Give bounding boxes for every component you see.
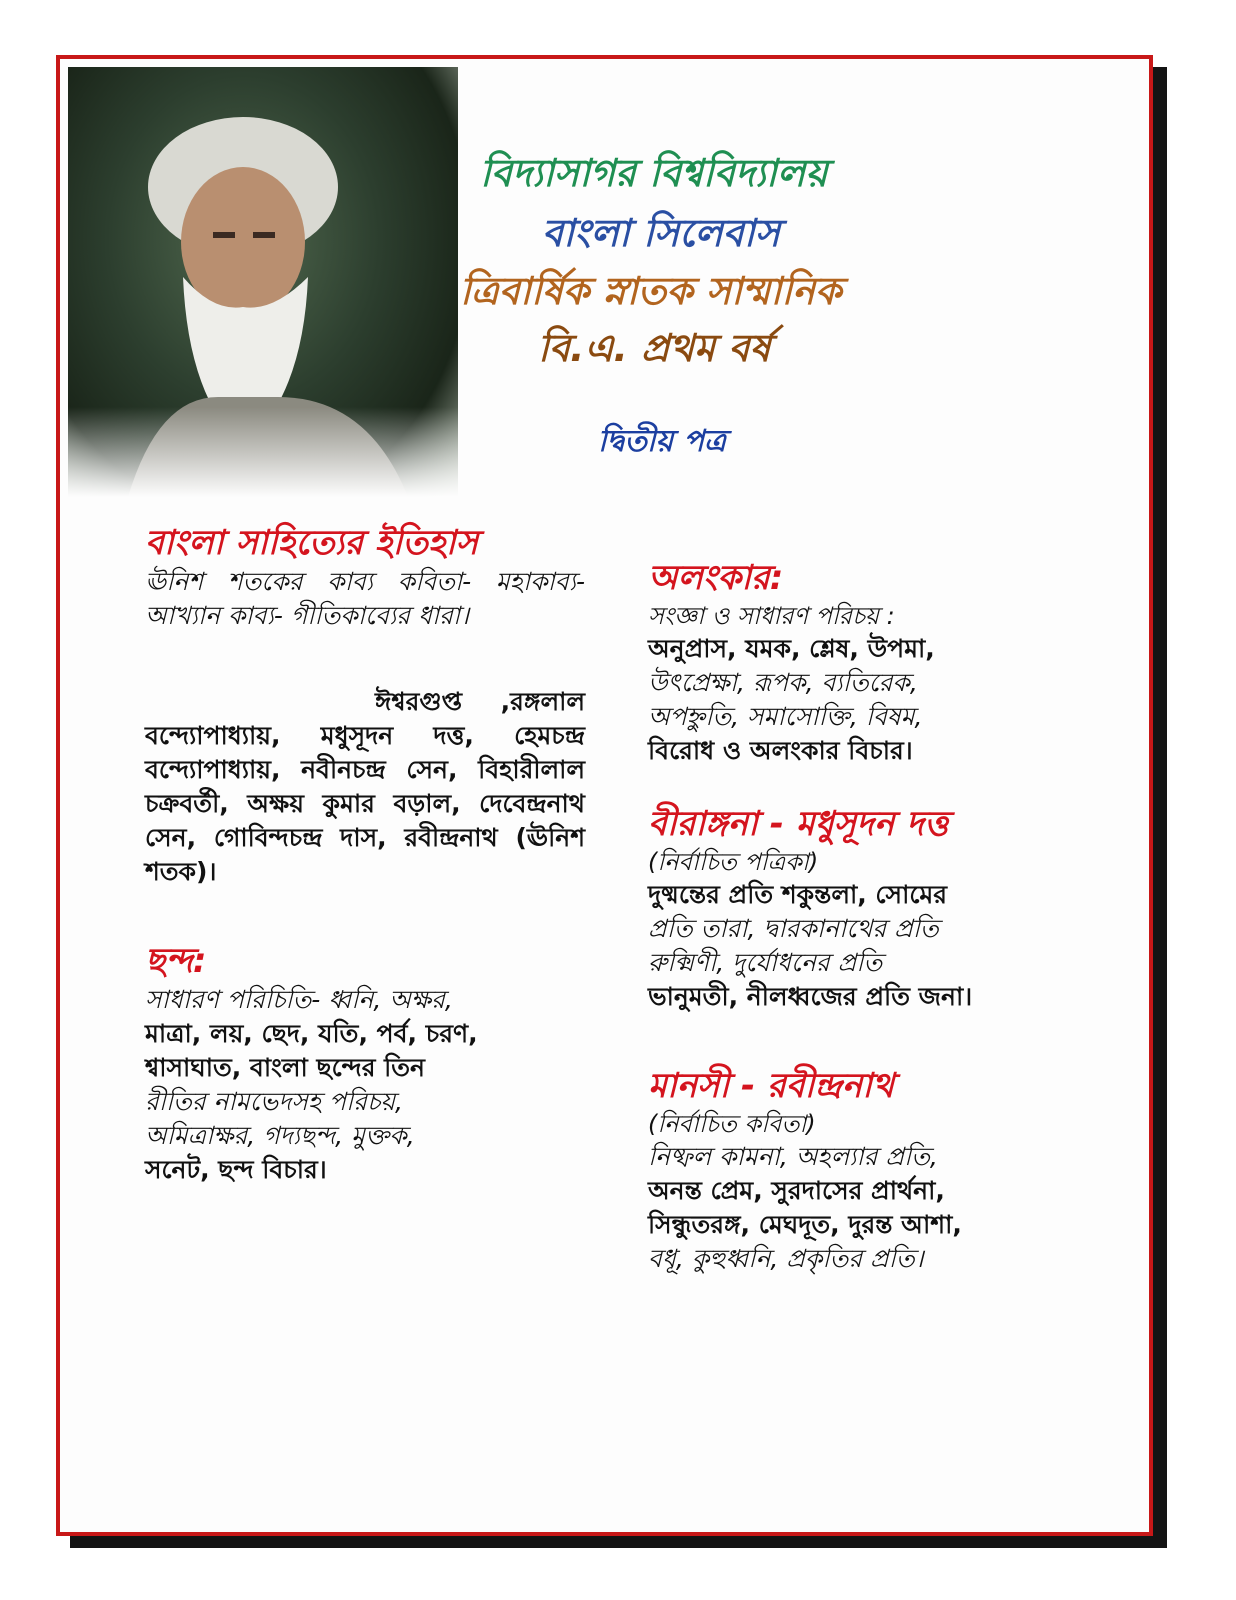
- page-frame: [56, 55, 1153, 1536]
- birangana-line: দুষ্মন্তের প্রতি শকুন্তলা, সোমের: [648, 880, 948, 909]
- alankar-line: অনুপ্রাস, যমক, শ্লেষ, উপমা,: [648, 634, 935, 663]
- manasi-line: নিষ্ফল কামনা, অহল্যার প্রতি,: [648, 1142, 938, 1171]
- syllabus-title: বাংলা সিলেবাস: [542, 211, 780, 255]
- history-heading: বাংলা সাহিত্যের ইতিহাস: [145, 523, 479, 563]
- alankar-line: অপহ্নুতি, সমাসোক্তি, বিষম,: [648, 702, 923, 731]
- alankar-line: বিরোধ ও অলংকার বিচার।: [648, 736, 913, 765]
- birangana-heading: বীরাঙ্গনা - মধুসূদন দত্ত: [648, 804, 949, 844]
- history-intro: ঊনিশ শতকের কাব্য কবিতা- মহাকাব্য- আখ্যান কাব্য- গীতিকাব্যের ধারা।: [145, 567, 585, 630]
- birangana-line: রুক্মিণী, দুর্যোধনের প্রতি: [648, 948, 883, 977]
- paper-title: দ্বিতীয় পত্র: [598, 424, 727, 459]
- birangana-sub: (নির্বাচিত পত্রিকা): [648, 848, 819, 876]
- alankar-heading: অলংকার:: [648, 558, 784, 598]
- year-title: বি.এ. প্রথম বর্ষ: [538, 326, 771, 370]
- chhanda-line: সনেট, ছন্দ বিচার।: [145, 1155, 327, 1184]
- course-title: ত্রিবার্ষিক স্নাতক সাম্মানিক: [460, 269, 842, 313]
- birangana-line: ভানুমতী, নীলধ্বজের প্রতি জনা।: [648, 982, 973, 1011]
- university-title: বিদ্যাসাগর বিশ্ববিদ্যালয়: [480, 151, 828, 195]
- birangana-line: প্রতি তারা, দ্বারকানাথের প্রতি: [648, 914, 939, 943]
- left-column: [145, 521, 585, 1187]
- chhanda-line: অমিত্রাক্ষর, গদ্যছন্দ, মুক্তক,: [145, 1121, 415, 1150]
- right-column: [648, 556, 1078, 1276]
- chhanda-line: রীতির নামভেদসহ পরিচয়,: [145, 1087, 404, 1116]
- portrait-photo: [68, 67, 458, 497]
- manasi-sub: (নির্বাচিত কবিতা): [648, 1110, 816, 1138]
- alankar-sub: সংজ্ঞা ও সাধারণ পরিচয় :: [648, 602, 895, 630]
- manasi-line: অনন্ত প্রেম, সুরদাসের প্রার্থনা,: [648, 1176, 945, 1205]
- chhanda-line: মাত্রা, লয়, ছেদ, যতি, পর্ব, চরণ,: [145, 1019, 478, 1048]
- manasi-heading: মানসী - রবীন্দ্রনাথ: [648, 1066, 895, 1106]
- chhanda-line: সাধারণ পরিচিতি- ধ্বনি, অক্ষর,: [145, 985, 453, 1014]
- manasi-line: বধূ, কুহুধ্বনি, প্রকৃতির প্রতি।: [648, 1244, 924, 1273]
- chhanda-heading: ছন্দ:: [145, 941, 207, 981]
- chhanda-line: শ্বাসাঘাত, বাংলা ছন্দের তিন: [145, 1053, 425, 1082]
- history-poets: ঈশ্বরগুপ্ত ,রঙ্গলাল বন্দ্যোপাধ্যায়, মধুসূদন দত্ত, হেমচন্দ্র বন্দ্যোপাধ্যায়, নবীনচন্দ্র সেন, বিহারীলাল চক্রবর্তী, অক্ষয় কুমার বড়াল, দেবেন্দ্রনাথ সেন, গোবিন্দচন্দ্র দাস, রবীন্দ্রনাথ (ঊনিশ শতক)।: [145, 687, 585, 886]
- manasi-line: সিন্ধুতরঙ্গ, মেঘদূত, দুরন্ত আশা,: [648, 1210, 962, 1239]
- alankar-line: উৎপ্রেক্ষা, রূপক, ব্যতিরেক,: [648, 668, 918, 697]
